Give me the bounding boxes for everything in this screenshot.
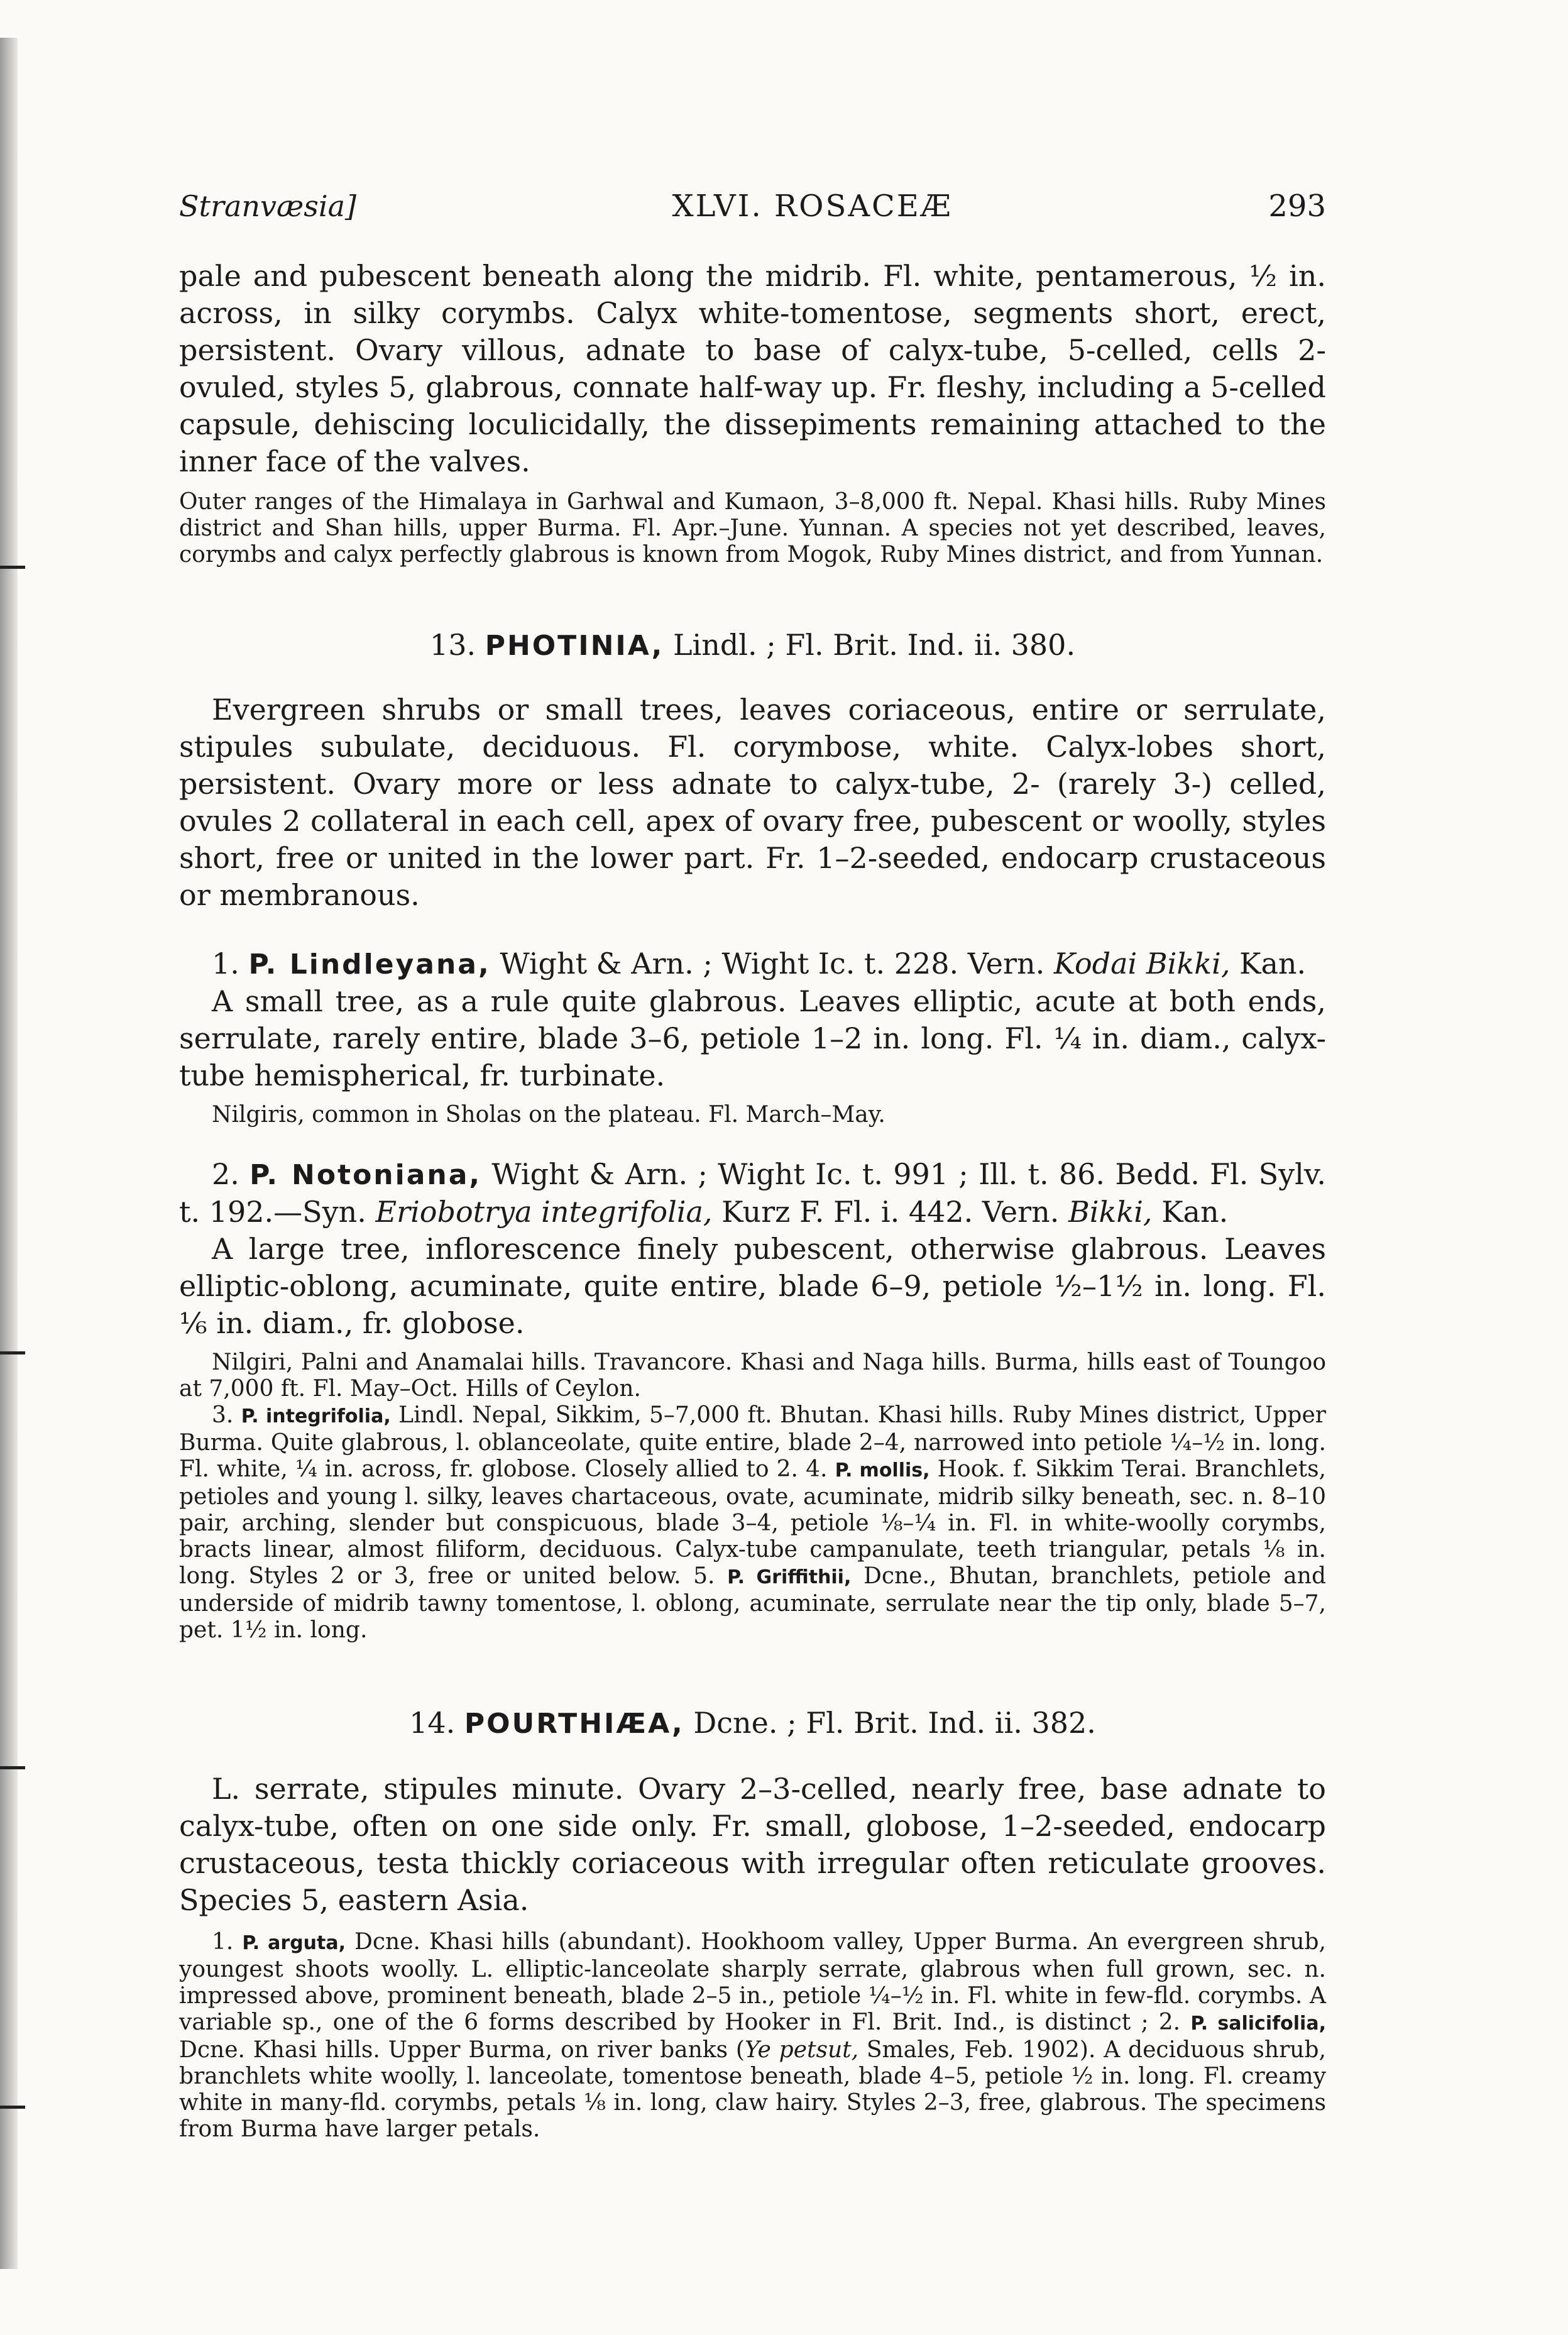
species-number: 4. [806,1456,828,1482]
species-number: 2. [1158,2009,1181,2035]
genus-heading-photinia [179,626,1326,665]
species-number: 1. [212,1929,234,1955]
genus-name: PHOTINIA, [485,630,664,662]
species-distribution-note: Nilgiris, common in Sholas on the plateau. Fl. March–May. [212,1102,885,1128]
species-reference: Wight & Arn. ; Wight Ic. t. 228. Vern. [500,947,1045,981]
species-distribution-note: Nilgiri, Palni and Anamalai hills. Travancore. Khasi and Naga hills. Burma, hills east of Toungoo at 7,000 ft. Fl. May–Oct. Hills of Ceylon. [179,1349,1326,1402]
genus-number: 13. [429,628,476,662]
page-number: 293 [1268,189,1326,224]
species-text: Dcne., Bhutan, branchlets, petiole and underside of midrib tawny tomentose, l. oblong, acuminate, serrulate near the tip only, blade 5–7, pet. 1½ in. long. [179,1563,1326,1643]
species-text: Dcne. Khasi hills (abundant). Hookhoom valley, Upper Burma. An evergreen shrub, youngest shoots woolly. L. elliptic-lanceolate sharply serrate, glabrous when full grown, sec. n. impressed above, prominent beneath, blade 2–5 in., petiole ¼–½ in. Fl. white in few-fld. corymbs. A variable sp., one of the 6 forms described by Hooker in Fl. Brit. Ind., is distinct ; [179,1929,1326,2035]
species-text: Lindl. Nepal, Sikkim, 5–7,000 ft. Bhutan. Khasi hills. Ruby Mines district, Upper Burma. Quite glabrous, l. oblanceolate, quite entire, blade 2–4, narrowed into petiole ¼–½ in. long. Fl. white, ¼ in. across, fr. globose. Closely allied to 2. [179,1402,1326,1482]
binding-mark [0,1766,25,1769]
running-header [179,189,1326,239]
species-list-note [179,1929,1326,2143]
genus-heading-pourthiaea [179,1704,1326,1743]
species-name: P. mollis, [835,1459,930,1481]
genus-reference: Dcne. ; Fl. Brit. Ind. ii. 382. [693,1706,1096,1740]
intro-distribution-note: Outer ranges of the Himalaya in Garhwal and Kumaon, 3–8,000 ft. Nepal. Khasi hills. Ruby Mines district and Shan hills, upper Burma. Fl. Apr.–June. Yunnan. A species not yet described, leaves, corymbs and calyx perfectly glabrous is known from Mogok, Ruby Mines district, and from Yunnan. [179,489,1326,568]
vernacular-name: Bikki, [1068,1195,1153,1229]
vernacular-language: Kan. [1239,947,1307,981]
species-number: 1. [212,947,239,981]
species-name: P. salicifolia, [1190,2013,1326,2035]
species-text: Hook. f. Sikkim Terai. Branchlets, petioles and young l. silky, leaves chartaceous, ovate, acuminate, midrib silky beneath, sec. n. 8–10 pair, arching, slender but conspicuous, blade 3–4, petiole ⅛–¼ in. Fl. in white-woolly corymbs, bracts linear, almost filiform, deciduous. Calyx-tube campanulate, teeth triangular, petals ⅛ in. long. Styles 2 or 3, free or united below. [179,1456,1326,1589]
synonym-reference: Kurz F. Fl. i. 442. Vern. [721,1195,1060,1229]
species-name: P. integrifolia, [241,1405,391,1427]
page-content [179,189,1326,2143]
species-text: Dcne. Khasi hills. Upper Burma, on river banks ( [179,2037,745,2063]
species-number: 2. [212,1157,239,1191]
species-name: P. Notoniana, [249,1159,482,1191]
genus-number: 14. [409,1706,456,1740]
species-heading [179,945,1326,983]
species-name: P. Griffithii, [727,1566,852,1588]
genus-description: L. serrate, stipules minute. Ovary 2–3-celled, nearly free, base adnate to calyx-tube, often on one side only. Fr. small, globose, 1–2-seeded, endocarp crustaceous, testa thickly coriaceous with irregular often reticulate grooves. Species 5, eastern Asia. [179,1772,1326,1917]
page-binding-edge [0,38,18,2269]
species-description: A large tree, inflorescence finely pubescent, otherwise glabrous. Leaves elliptic-oblong, acuminate, quite entire, blade 6–9, petiole ½–1½ in. long. Fl. ⅙ in. diam., fr. globose. [179,1232,1326,1340]
header-family: XLVI. ROSACEÆ [672,189,953,224]
binding-mark [0,566,25,569]
vernacular-language: Kan. [1161,1195,1229,1229]
species-name: P. Lindleyana, [248,948,491,981]
vernacular-name: Kodai Bikki, [1053,947,1231,981]
species-heading [179,1156,1326,1231]
species-number: 3. [212,1402,234,1428]
species-name: P. arguta, [242,1932,346,1954]
header-genus: Stranvæsia] [179,189,356,223]
genus-reference: Lindl. ; Fl. Brit. Ind. ii. 380. [672,628,1076,662]
intro-paragraph: pale and pubescent beneath along the midrib. Fl. white, pentamerous, ½ in. across, in silky corymbs. Calyx white-tomentose, segments short, erect, persistent. Ovary villous, adnate to base of calyx-tube, 5-celled, cells 2-ovuled, styles 5, glabrous, connate half-way up. Fr. fleshy, including a 5-celled capsule, dehiscing loculicidally, the dissepiments remaining attached to the inner face of the valves. [179,259,1326,478]
species-number: 5. [693,1563,715,1589]
species-description: A small tree, as a rule quite glabrous. Leaves elliptic, acute at both ends, serrulate, rarely entire, blade 3–6, petiole 1–2 in. long. Fl. ¼ in. diam., calyx-tube hemispherical, fr. turbinate. [179,984,1326,1092]
species-reference: Wight & Arn. ; Wight Ic. t. 991 ; Ill. t. 86. Bedd. Fl. Sylv. t. 192.—Syn. [179,1157,1326,1229]
binding-mark [0,1351,25,1354]
binding-mark [0,2106,25,2109]
genus-description: Evergreen shrubs or small trees, leaves coriaceous, entire or serrulate, stipules subulate, deciduous. Fl. corymbose, white. Calyx-lobes short, persistent. Ovary more or less adnate to calyx-tube, 2- (rarely 3-) celled, ovules 2 collateral in each cell, apex of ovary free, pubescent or woolly, styles short, free or united in the lower part. Fr. 1–2-seeded, endocarp crustaceous or membranous. [179,693,1326,912]
vernacular-name: Ye petsut, [744,2037,859,2063]
species-text: Smales, Feb. 1902). A deciduous shrub, branchlets white woolly, l. lanceolate, tomentose beneath, blade 4–5, petiole ½ in. long. Fl. creamy white in many-fld. corymbs, petals ⅛ in. long, claw hairy. Styles 2–3, free, glabrous. The specimens from Burma have larger petals. [179,2037,1326,2142]
additional-species-note [179,1402,1326,1644]
genus-name: POURTHIÆA, [464,1708,684,1740]
synonym-name: Eriobotrya integrifolia, [375,1195,713,1229]
